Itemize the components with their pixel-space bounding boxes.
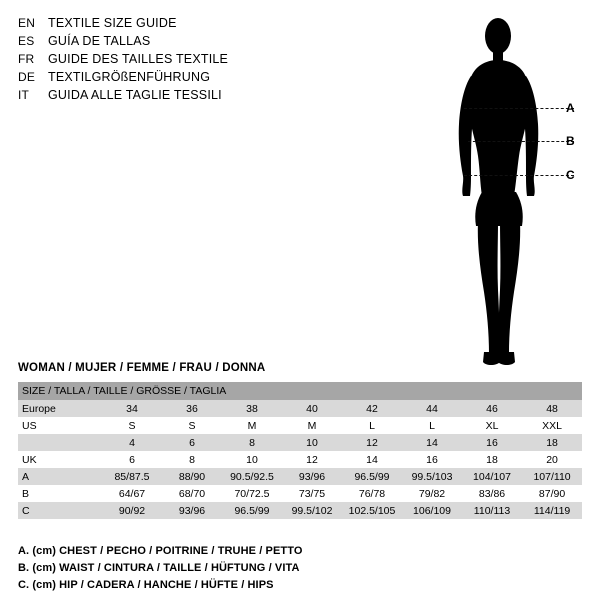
title-row — [18, 50, 318, 68]
table-cell: 90/92 — [102, 502, 162, 519]
table-cell: 14 — [342, 451, 402, 468]
woman-silhouette-icon — [440, 10, 570, 370]
title-text: TEXTILGRÖßENFÜHRUNG — [48, 70, 211, 84]
table-cell: 4 — [102, 434, 162, 451]
measure-line-c — [464, 175, 574, 176]
title-row — [18, 86, 318, 104]
table-cell: 83/86 — [462, 485, 522, 502]
table-cell: 79/82 — [402, 485, 462, 502]
title-row — [18, 68, 318, 86]
table-cell: 18 — [462, 451, 522, 468]
measure-line-a — [464, 108, 574, 109]
table-cell: 46 — [462, 400, 522, 417]
table-cell: 104/107 — [462, 468, 522, 485]
table-cell: 107/110 — [522, 468, 582, 485]
table-cell: 93/96 — [282, 468, 342, 485]
row-label: UK — [18, 451, 102, 468]
table-cell: 36 — [162, 400, 222, 417]
measurement-legend — [18, 543, 578, 594]
size-table — [18, 382, 582, 519]
table-cell: 18 — [522, 434, 582, 451]
title-language-code: IT — [18, 88, 30, 102]
table-header-label: SIZE / TALLA / TAILLE / GRÖSSE / TAGLIA — [18, 382, 582, 400]
title-row — [18, 32, 318, 50]
title-text: GUÍA DE TALLAS — [48, 34, 151, 48]
table-cell: 90.5/92.5 — [222, 468, 282, 485]
legend-row-c: C. (cm) HIP / CADERA / HANCHE / HÜFTE / HIPS — [18, 579, 274, 591]
table-cell: 85/87.5 — [102, 468, 162, 485]
measure-line-b — [468, 141, 574, 142]
table-row — [18, 434, 582, 451]
table-cell: 8 — [162, 451, 222, 468]
row-label: US — [18, 417, 102, 434]
title-language-code: FR — [18, 52, 35, 66]
table-cell: 6 — [162, 434, 222, 451]
table-cell: 99.5/103 — [402, 468, 462, 485]
legend-row-b: B. (cm) WAIST / CINTURA / TAILLE / HÜFTUNG / VITA — [18, 562, 300, 574]
table-row — [18, 502, 582, 519]
table-row — [18, 468, 582, 485]
size-table-wrapper — [18, 382, 582, 519]
table-cell: 12 — [342, 434, 402, 451]
table-cell: 10 — [282, 434, 342, 451]
table-cell: 70/72.5 — [222, 485, 282, 502]
table-cell: 42 — [342, 400, 402, 417]
row-label: C — [18, 502, 102, 519]
table-cell: 48 — [522, 400, 582, 417]
table-cell: XXL — [522, 417, 582, 434]
table-cell: L — [342, 417, 402, 434]
table-cell: M — [222, 417, 282, 434]
table-cell: XL — [462, 417, 522, 434]
body-figure-area — [420, 10, 590, 370]
table-cell: S — [162, 417, 222, 434]
table-cell: S — [102, 417, 162, 434]
legend-row-a: A. (cm) CHEST / PECHO / POITRINE / TRUHE / PETTO — [18, 545, 303, 557]
title-text: GUIDE DES TAILLES TEXTILE — [48, 52, 229, 66]
table-row — [18, 400, 582, 417]
table-cell: 8 — [222, 434, 282, 451]
table-cell: 93/96 — [162, 502, 222, 519]
table-row — [18, 417, 582, 434]
table-cell: 68/70 — [162, 485, 222, 502]
table-cell: 88/90 — [162, 468, 222, 485]
measure-label-a: A — [566, 101, 575, 115]
table-cell: M — [282, 417, 342, 434]
table-cell: 64/67 — [102, 485, 162, 502]
section-heading: WOMAN / MUJER / FEMME / FRAU / DONNA — [18, 362, 266, 374]
table-cell: 38 — [222, 400, 282, 417]
title-language-code: DE — [18, 70, 36, 84]
table-header-row — [18, 382, 582, 400]
table-row — [18, 485, 582, 502]
row-label: Europe — [18, 400, 102, 417]
table-cell: 99.5/102 — [282, 502, 342, 519]
table-cell: 114/119 — [522, 502, 582, 519]
table-cell: 87/90 — [522, 485, 582, 502]
measure-label-c: C — [566, 168, 575, 182]
title-row — [18, 14, 318, 32]
title-text: TEXTILE SIZE GUIDE — [48, 16, 177, 30]
table-cell: 96.5/99 — [342, 468, 402, 485]
table-cell: 6 — [102, 451, 162, 468]
table-cell: 10 — [222, 451, 282, 468]
table-cell: 96.5/99 — [222, 502, 282, 519]
language-titles — [18, 14, 318, 104]
table-cell: 76/78 — [342, 485, 402, 502]
title-language-code: ES — [18, 34, 35, 48]
table-cell: 20 — [522, 451, 582, 468]
table-cell: 16 — [402, 451, 462, 468]
measure-label-b: B — [566, 134, 575, 148]
row-label: B — [18, 485, 102, 502]
table-cell: 16 — [462, 434, 522, 451]
table-cell: 110/113 — [462, 502, 522, 519]
table-cell: 14 — [402, 434, 462, 451]
table-cell: 106/109 — [402, 502, 462, 519]
title-text: GUIDA ALLE TAGLIE TESSILI — [48, 88, 222, 102]
table-cell: 102.5/105 — [342, 502, 402, 519]
table-cell: 44 — [402, 400, 462, 417]
title-language-code: EN — [18, 16, 36, 30]
row-label — [18, 434, 102, 451]
table-cell: L — [402, 417, 462, 434]
row-label: A — [18, 468, 102, 485]
table-cell: 12 — [282, 451, 342, 468]
table-cell: 73/75 — [282, 485, 342, 502]
table-cell: 34 — [102, 400, 162, 417]
table-row — [18, 451, 582, 468]
table-cell: 40 — [282, 400, 342, 417]
